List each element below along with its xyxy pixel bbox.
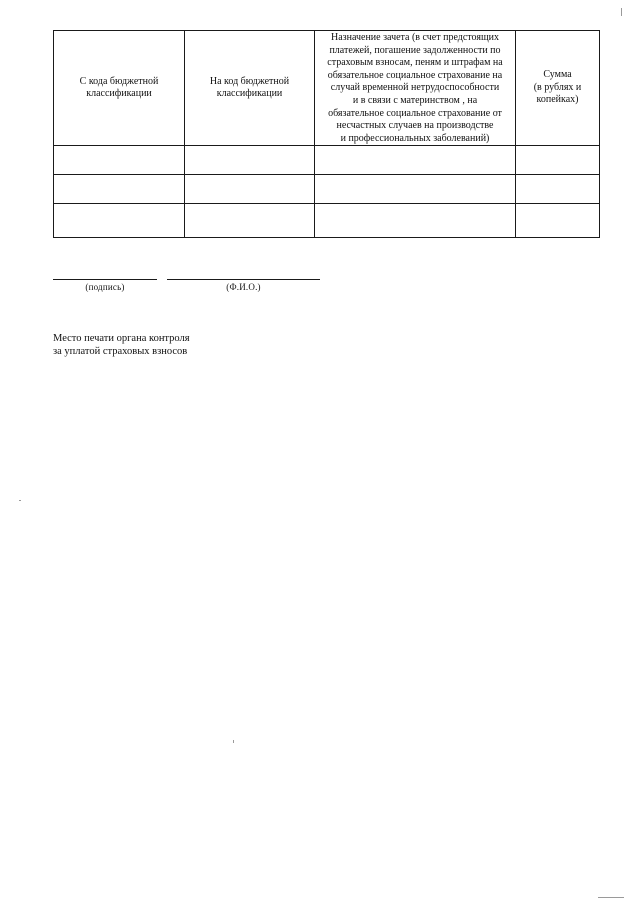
seal-place-line: Место печати органа контроля — [53, 333, 190, 344]
table-cell-amount — [516, 204, 600, 238]
header-from-code-line: С кода бюджетной — [79, 75, 159, 87]
header-from-code — [54, 31, 185, 146]
signature-caption: (подпись) — [85, 282, 125, 292]
header-purpose-line: случай временной нетрудоспособности — [330, 82, 500, 94]
scan-speck — [233, 740, 234, 743]
budget-code-offset-table — [53, 30, 600, 238]
table-cell-purpose — [315, 175, 516, 204]
header-to-code-line: На код бюджетной — [209, 75, 290, 87]
table-cell-amount — [516, 146, 600, 175]
header-amount-line: Сумма — [543, 69, 572, 81]
table-header-row — [54, 31, 600, 146]
table-cell-purpose — [315, 204, 516, 238]
header-amount-line: копейках) — [536, 94, 579, 106]
table-cell-from-code — [54, 175, 185, 204]
header-purpose-line: обязательное социальное страхование на — [327, 69, 503, 81]
table-row — [54, 175, 600, 204]
table-row — [54, 204, 600, 238]
scan-speck — [598, 897, 624, 898]
header-purpose-line: и профессиональных заболеваний) — [340, 132, 490, 144]
header-to-code — [185, 31, 315, 146]
table-cell-from-code — [54, 204, 185, 238]
header-purpose-line: страховым взносам, пеням и штрафам на — [327, 57, 503, 69]
header-to-code-line: классификации — [216, 88, 283, 100]
seal-place-line: за уплатой страховых взносов — [53, 345, 188, 357]
table-row — [54, 146, 600, 175]
table-cell-amount — [516, 175, 600, 204]
header-purpose-line: Назначение зачета (в счет предстоящих — [330, 32, 499, 43]
header-offset-purpose — [315, 31, 516, 146]
full-name-line — [167, 279, 320, 280]
signature-line — [53, 279, 157, 280]
header-purpose-line: обязательное социальное страхование от — [328, 107, 502, 119]
seal-place-note — [53, 333, 190, 358]
table-cell-to-code — [185, 146, 315, 175]
header-purpose-line: и в связи с материнством , на — [352, 94, 478, 106]
header-amount — [516, 31, 600, 146]
header-from-code-line: классификации — [86, 88, 152, 100]
scan-speck — [621, 8, 622, 16]
table-cell-from-code — [54, 146, 185, 175]
table-cell-purpose — [315, 146, 516, 175]
header-purpose-line: платежей, погашение задолженности по — [329, 44, 501, 56]
full-name-caption: (Ф.И.О.) — [226, 282, 261, 292]
scan-speck — [19, 500, 21, 501]
header-amount-line: (в рублях и — [533, 81, 582, 93]
table-cell-to-code — [185, 175, 315, 204]
header-purpose-line: несчастных случаев на производстве — [336, 120, 494, 132]
table-cell-to-code — [185, 204, 315, 238]
